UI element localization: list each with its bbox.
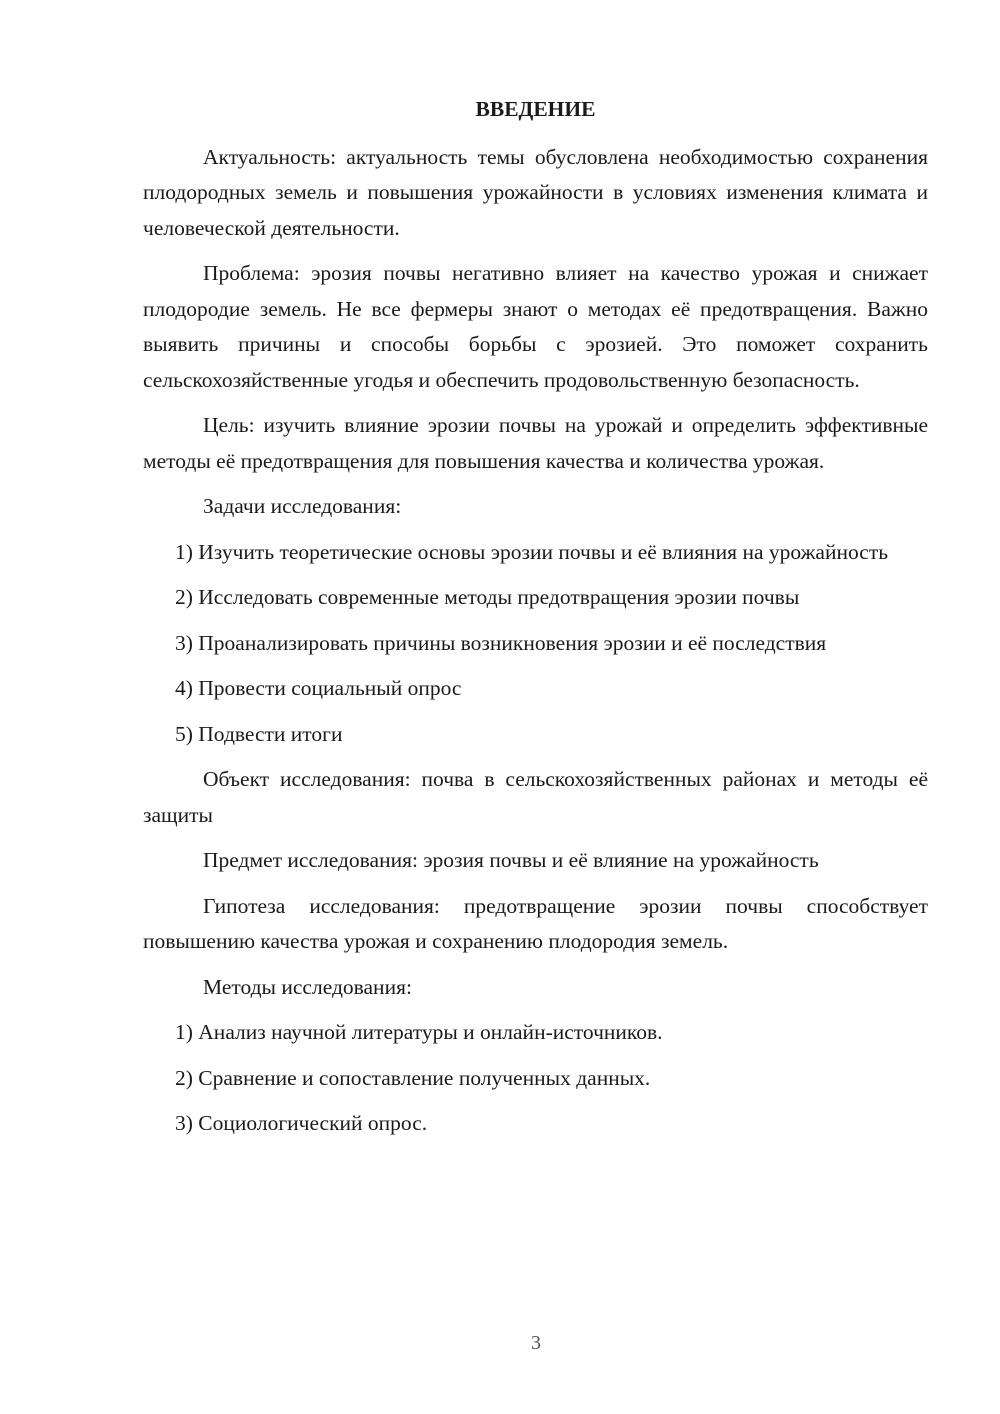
page-number: 3 xyxy=(531,1332,541,1354)
task-item-5: 5) Подвести итоги xyxy=(175,721,343,746)
task-item-4: 4) Провести социальный опрос xyxy=(175,676,462,700)
method-item-1: 1) Анализ научной литературы и онлайн-источников. xyxy=(175,1020,663,1044)
object-paragraph: Объект исследования: почва в сельскохозяйственных районах и методы её защиты xyxy=(143,767,928,827)
task-item-1: 1) Изучить теоретические основы эрозии почвы и её влияния на урожайность xyxy=(175,539,889,564)
relevance-paragraph: Актуальность: актуальность темы обусловлена необходимостью сохранения плодородных земель и повышения урожайности в условиях изменения климата и человеческой деятельности. xyxy=(143,144,928,240)
subject-paragraph: Предмет исследования: эрозия почвы и её влияние на урожайность xyxy=(203,848,819,872)
method-item-3: 3) Социологический опрос. xyxy=(175,1111,428,1135)
methods-heading: Методы исследования: xyxy=(203,974,412,999)
tasks-heading: Задачи исследования: xyxy=(203,494,402,518)
task-item-2: 2) Исследовать современные методы предотвращения эрозии почвы xyxy=(175,585,800,609)
problem-paragraph: Проблема: эрозия почвы негативно влияет на качество урожая и снижает плодородие земель. Не все фермеры знают о методах её предотвращения. Важно выявить причины и способы борьбы с эрозией. Это поможет сохранить сельскохозяйственные угодья и обеспечить продовольственную безопасность. xyxy=(143,261,928,392)
method-item-2: 2) Сравнение и сопоставление полученных данных. xyxy=(175,1065,651,1090)
page-content xyxy=(143,92,928,1152)
goal-paragraph: Цель: изучить влияние эрозии почвы на урожай и определить эффективные методы её предотвращения для повышения качества и количества урожая. xyxy=(143,413,928,473)
page-title: ВВЕДЕНИЕ xyxy=(475,97,596,121)
task-item-3: 3) Проанализировать причины возникновения эрозии и её последствия xyxy=(175,630,827,655)
hypothesis-paragraph: Гипотеза исследования: предотвращение эрозии почвы способствует повышению качества урожая и сохранению плодородия земель. xyxy=(143,893,928,953)
